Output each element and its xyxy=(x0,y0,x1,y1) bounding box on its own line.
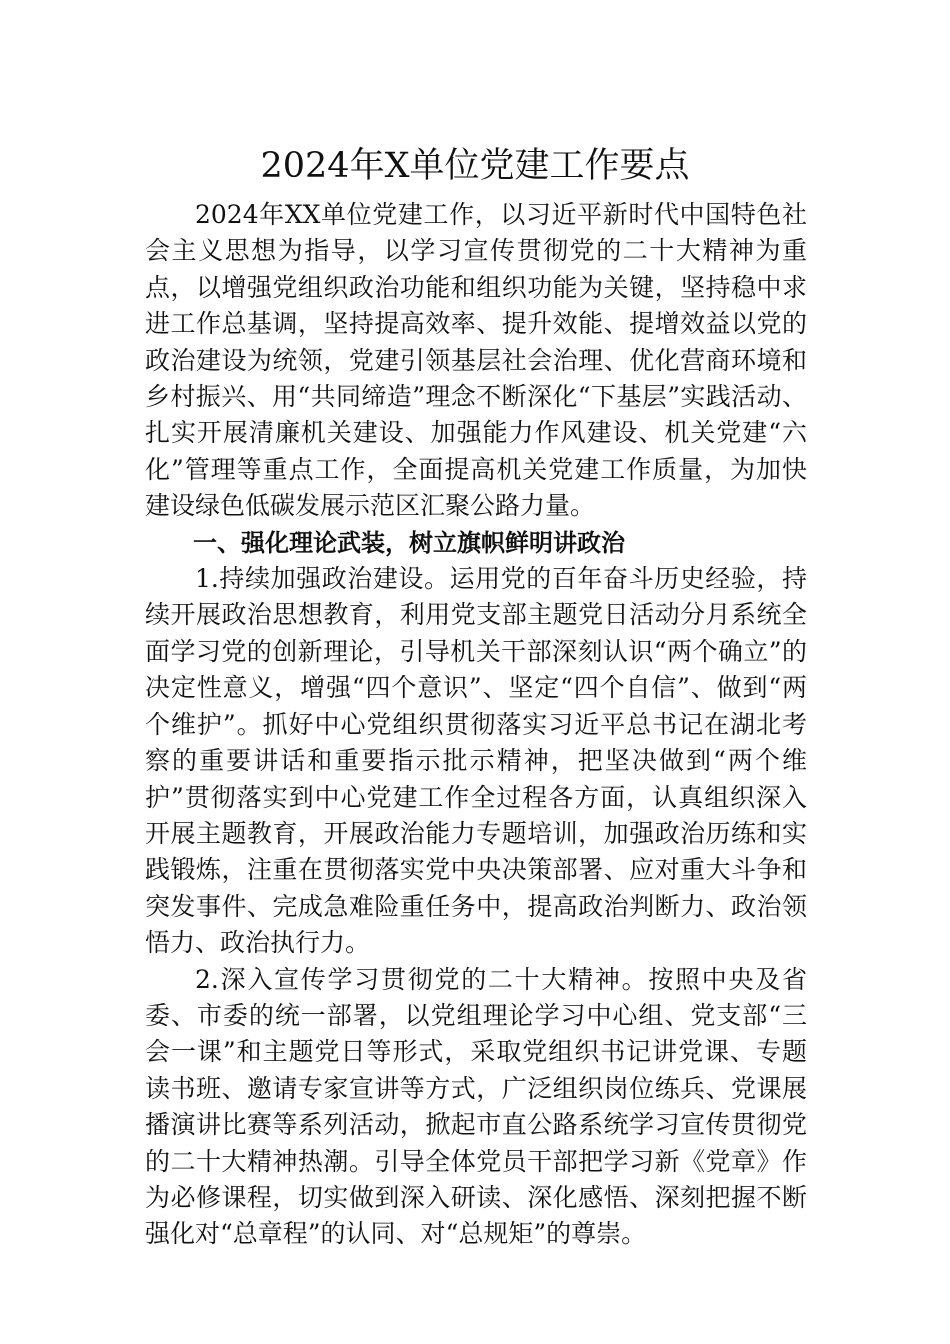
item-paragraph-2: 2.深入宣传学习贯彻党的二十大精神。按照中央及省委、市委的统一部署，以党组理论学习中心组、党支部“三会一课”和主题党日等形式，采取党组织书记讲党课、专题读书班、邀请专家宣讲等方式，广泛组织岗位练兵、党课展播演讲比赛等系列活动，掀起市直公路系统学习宣传贯彻党的二十大精神热潮。引导全体党员干部把学习新《党章》作为必修课程，切实做到深入研读、深化感悟、深刻把握不断强化对“总章程”的认同、对“总规矩”的尊崇。 xyxy=(145,964,807,1249)
section-heading: 一、强化理论武装，树立旗帜鲜明讲政治 xyxy=(193,528,625,557)
intro-paragraph: 2024年XX单位党建工作，以习近平新时代中国特色社会主义思想为指导，以学习宣传贯彻党的二十大精神为重点，以增强党组织政治功能和组织功能为关键，坚持稳中求进工作总基调，坚持提高效率、提升效能、提增效益以党的政治建设为统领，党建引领基层社会治理、优化营商环境和乡村振兴、用“共同缔造”理念不断深化“下基层”实践活动、扎实开展清廉机关建设、加强能力作风建设、机关党建“六化”管理等重点工作，全面提高机关党建工作质量，为加快建设绿色低碳发展示范区汇聚公路力量。 xyxy=(145,200,807,521)
item-paragraph-1: 1.持续加强政治建设。运用党的百年奋斗历史经验，持续开展政治思想教育，利用党支部主题党日活动分月系统全面学习党的创新理论，引导机关干部深刻认识“两个确立”的决定性意义，增强“四个意识”、坚定“四个自信”、做到“两个维护”。抓好中心党组织贯彻落实习近平总书记在湖北考察的重要讲话和重要指示批示精神，把坚决做到“两个维护”贯彻落实到中心党建工作全过程各方面，认真组织深入开展主题教育，开展政治能力专题培训，加强政治历练和实践锻炼，注重在贯彻落实党中央决策部署、应对重大斗争和突发事件、完成急难险重任务中，提高政治判断力、政治领悟力、政治执行力。 xyxy=(145,564,807,958)
document-title: 2024年X单位党建工作要点 xyxy=(260,146,690,186)
document-body xyxy=(145,197,807,1253)
